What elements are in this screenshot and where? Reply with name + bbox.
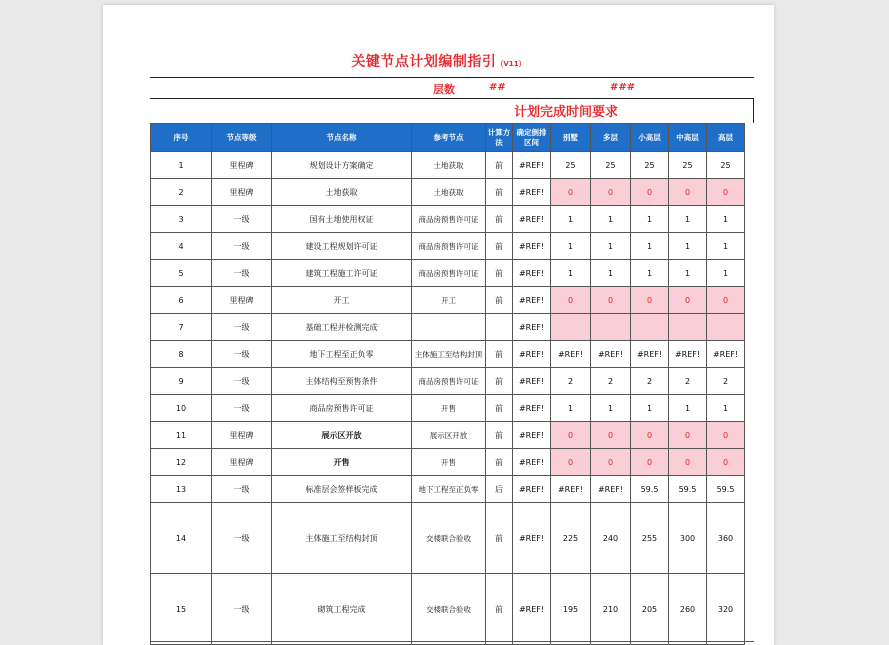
duration-cell[interactable]: 0 [551, 449, 591, 476]
calc-method-cell[interactable]: 前 [486, 179, 513, 206]
duration-cell[interactable]: 1 [591, 260, 631, 287]
calc-method-cell[interactable]: 后 [486, 476, 513, 503]
duration-cell[interactable]: 300 [669, 503, 707, 574]
row-number-cell[interactable]: 15 [151, 574, 212, 645]
duration-cell[interactable]: 1 [707, 206, 745, 233]
duration-cell[interactable]: 2 [551, 368, 591, 395]
duration-cell[interactable]: 0 [631, 179, 669, 206]
duration-cell[interactable]: 1 [551, 395, 591, 422]
node-name-cell[interactable]: 标准层会签样板完成 [272, 476, 412, 503]
node-level-cell[interactable]: 一级 [212, 368, 272, 395]
duration-cell[interactable]: 1 [591, 206, 631, 233]
calc-method-cell[interactable]: 前 [486, 233, 513, 260]
plan-header-band [150, 99, 754, 123]
duration-cell[interactable]: 59.5 [631, 476, 669, 503]
duration-cell[interactable]: 1 [551, 233, 591, 260]
spreadsheet-page [103, 5, 774, 645]
table-row [151, 206, 745, 233]
table-row [151, 233, 745, 260]
calc-method-cell[interactable]: 前 [486, 395, 513, 422]
node-level-cell[interactable]: 一级 [212, 314, 272, 341]
table-row [151, 152, 745, 179]
duration-cell[interactable]: 25 [631, 152, 669, 179]
duration-cell[interactable]: #REF! [631, 341, 669, 368]
duration-cell[interactable]: 2 [631, 368, 669, 395]
duration-cell[interactable]: 0 [707, 179, 745, 206]
range-cell[interactable]: #REF! [513, 152, 551, 179]
row-number-cell[interactable]: 11 [151, 422, 212, 449]
node-level-cell[interactable]: 里程碑 [212, 449, 272, 476]
row-number-cell[interactable]: 7 [151, 314, 212, 341]
duration-cell[interactable]: 59.5 [707, 476, 745, 503]
ref-node-cell[interactable]: 展示区开放 [412, 422, 486, 449]
ref-node-cell[interactable]: 开售 [412, 395, 486, 422]
duration-cell[interactable]: 0 [591, 179, 631, 206]
range-cell[interactable]: #REF! [513, 422, 551, 449]
range-cell[interactable]: #REF! [513, 449, 551, 476]
ref-node-cell[interactable]: 主体施工至结构封顶 [412, 341, 486, 368]
duration-cell[interactable]: #REF! [669, 341, 707, 368]
node-plan-table [150, 123, 745, 645]
range-cell[interactable]: #REF! [513, 314, 551, 341]
duration-cell[interactable]: 59.5 [669, 476, 707, 503]
duration-cell[interactable]: #REF! [707, 341, 745, 368]
node-name-cell[interactable]: 国有土地使用权证 [272, 206, 412, 233]
range-cell[interactable]: #REF! [513, 368, 551, 395]
table-row [151, 179, 745, 206]
col-mid-high-rise-header: 中高层 [669, 124, 707, 152]
node-level-cell[interactable]: 里程碑 [212, 422, 272, 449]
title-version: （V11） [496, 60, 526, 68]
duration-cell[interactable]: 0 [551, 179, 591, 206]
duration-cell[interactable]: 25 [591, 152, 631, 179]
duration-cell[interactable]: 1 [707, 260, 745, 287]
floor-value-2[interactable]: ### [610, 82, 636, 93]
range-cell[interactable]: #REF! [513, 341, 551, 368]
table-row [151, 449, 745, 476]
duration-cell[interactable]: 0 [707, 287, 745, 314]
node-level-cell[interactable]: 一级 [212, 260, 272, 287]
duration-cell[interactable]: 1 [669, 206, 707, 233]
row-number-cell[interactable]: 14 [151, 503, 212, 574]
ref-node-cell[interactable]: 开工 [412, 287, 486, 314]
table-row [151, 314, 745, 341]
duration-cell[interactable]: 1 [551, 206, 591, 233]
duration-cell[interactable]: 0 [591, 449, 631, 476]
col-small-high-rise-header: 小高层 [631, 124, 669, 152]
range-cell[interactable]: #REF! [513, 206, 551, 233]
node-level-cell[interactable]: 里程碑 [212, 179, 272, 206]
duration-cell[interactable]: 1 [631, 260, 669, 287]
duration-cell[interactable]: #REF! [551, 476, 591, 503]
duration-cell[interactable]: 25 [707, 152, 745, 179]
table-row [151, 422, 745, 449]
node-name-cell[interactable]: 建筑工程施工许可证 [272, 260, 412, 287]
duration-cell[interactable]: #REF! [591, 476, 631, 503]
range-cell[interactable]: #REF! [513, 260, 551, 287]
table-row [151, 503, 745, 574]
duration-cell[interactable]: 1 [707, 395, 745, 422]
node-name-cell[interactable]: 基础工程并检测完成 [272, 314, 412, 341]
node-level-cell[interactable]: 里程碑 [212, 152, 272, 179]
row-number-cell[interactable]: 9 [151, 368, 212, 395]
duration-cell[interactable]: 0 [631, 422, 669, 449]
range-cell[interactable]: #REF! [513, 233, 551, 260]
calc-method-cell[interactable]: 前 [486, 341, 513, 368]
ref-node-cell[interactable]: 土地获取 [412, 152, 486, 179]
duration-cell[interactable]: 360 [707, 503, 745, 574]
duration-cell[interactable]: 1 [669, 260, 707, 287]
calc-method-cell[interactable]: 前 [486, 503, 513, 574]
node-level-cell[interactable]: 一级 [212, 395, 272, 422]
calc-method-cell[interactable]: 前 [486, 574, 513, 645]
calc-method-cell[interactable]: 前 [486, 287, 513, 314]
calc-method-cell[interactable]: 前 [486, 152, 513, 179]
duration-cell[interactable]: 320 [707, 574, 745, 645]
node-name-cell[interactable]: 规划设计方案确定 [272, 152, 412, 179]
ref-node-cell[interactable]: 商品房预售许可证 [412, 368, 486, 395]
range-cell[interactable]: #REF! [513, 287, 551, 314]
node-level-cell[interactable]: 一级 [212, 341, 272, 368]
table-row [151, 368, 745, 395]
node-level-cell[interactable]: 一级 [212, 233, 272, 260]
node-name-cell[interactable]: 展示区开放 [272, 422, 412, 449]
duration-cell[interactable]: 0 [551, 422, 591, 449]
duration-cell[interactable]: 2 [707, 368, 745, 395]
node-level-cell[interactable]: 一级 [212, 206, 272, 233]
table-row [151, 574, 745, 645]
node-level-cell[interactable]: 一级 [212, 574, 272, 645]
duration-cell[interactable]: 0 [591, 422, 631, 449]
row-number-cell[interactable]: 10 [151, 395, 212, 422]
duration-cell[interactable]: 0 [631, 287, 669, 314]
duration-cell[interactable]: 1 [669, 395, 707, 422]
duration-cell[interactable]: 25 [669, 152, 707, 179]
sheet-title [103, 51, 774, 71]
node-name-cell[interactable]: 土地获取 [272, 179, 412, 206]
duration-cell[interactable]: 260 [669, 574, 707, 645]
duration-cell[interactable]: 240 [591, 503, 631, 574]
duration-cell[interactable]: 1 [551, 260, 591, 287]
duration-cell[interactable]: 0 [591, 287, 631, 314]
duration-cell[interactable] [707, 314, 745, 341]
node-name-cell[interactable]: 商品房预售许可证 [272, 395, 412, 422]
calc-method-cell[interactable]: 前 [486, 206, 513, 233]
node-name-cell[interactable]: 主体施工至结构封顶 [272, 503, 412, 574]
range-cell[interactable]: #REF! [513, 179, 551, 206]
table-header-row [151, 124, 745, 152]
duration-cell[interactable] [631, 314, 669, 341]
table-body [151, 152, 745, 645]
col-multi-storey-header: 多层 [591, 124, 631, 152]
node-name-cell[interactable]: 建设工程规划许可证 [272, 233, 412, 260]
duration-cell[interactable] [669, 314, 707, 341]
duration-cell[interactable]: 2 [669, 368, 707, 395]
duration-cell[interactable] [591, 314, 631, 341]
col-range-header: 确定倒排区间 [513, 124, 551, 152]
node-name-cell[interactable]: 地下工程至正负零 [272, 341, 412, 368]
row-number-cell[interactable]: 4 [151, 233, 212, 260]
duration-cell[interactable]: 195 [551, 574, 591, 645]
duration-cell[interactable]: 2 [591, 368, 631, 395]
row-number-cell[interactable]: 5 [151, 260, 212, 287]
row-number-cell[interactable]: 2 [151, 179, 212, 206]
duration-cell[interactable]: 1 [631, 233, 669, 260]
ref-node-cell[interactable]: 开售 [412, 449, 486, 476]
table-row [151, 287, 745, 314]
row-number-cell[interactable]: 1 [151, 152, 212, 179]
range-cell[interactable]: #REF! [513, 476, 551, 503]
ref-node-cell[interactable]: 商品房预售许可证 [412, 233, 486, 260]
table-row [151, 341, 745, 368]
node-level-cell[interactable]: 一级 [212, 503, 272, 574]
duration-cell[interactable]: 0 [669, 449, 707, 476]
row-number-cell[interactable]: 8 [151, 341, 212, 368]
title-main: 关键节点计划编制指引 [351, 54, 497, 70]
duration-cell[interactable]: 225 [551, 503, 591, 574]
calc-method-cell[interactable] [486, 314, 513, 341]
node-name-cell[interactable]: 主体结构至预售条件 [272, 368, 412, 395]
node-name-cell[interactable]: 开售 [272, 449, 412, 476]
duration-cell[interactable]: 25 [551, 152, 591, 179]
duration-cell[interactable]: 0 [551, 287, 591, 314]
node-level-cell[interactable]: 里程碑 [212, 287, 272, 314]
duration-cell[interactable]: 0 [631, 449, 669, 476]
duration-cell[interactable]: 0 [669, 422, 707, 449]
duration-cell[interactable]: #REF! [591, 341, 631, 368]
calc-method-cell[interactable]: 前 [486, 422, 513, 449]
table-row [151, 260, 745, 287]
calc-method-cell[interactable]: 前 [486, 449, 513, 476]
node-level-cell[interactable]: 一级 [212, 476, 272, 503]
ref-node-cell[interactable]: 地下工程至正负零 [412, 476, 486, 503]
duration-cell[interactable]: 0 [707, 449, 745, 476]
col-level-header: 节点等级 [212, 124, 272, 152]
duration-cell[interactable]: 0 [669, 179, 707, 206]
col-node-name-header: 节点名称 [272, 124, 412, 152]
title-underline [150, 77, 754, 78]
calc-method-cell[interactable]: 前 [486, 368, 513, 395]
duration-cell[interactable]: 0 [669, 287, 707, 314]
floor-value-1[interactable]: ## [489, 82, 506, 93]
node-name-cell[interactable]: 开工 [272, 287, 412, 314]
row-number-cell[interactable]: 12 [151, 449, 212, 476]
floor-label: 层数 [433, 83, 455, 96]
row-number-cell[interactable]: 13 [151, 476, 212, 503]
table-bottom-border [150, 641, 754, 642]
col-ref-node-header: 参考节点 [412, 124, 486, 152]
duration-cell[interactable]: 1 [591, 395, 631, 422]
calc-method-cell[interactable]: 前 [486, 260, 513, 287]
ref-node-cell[interactable] [412, 314, 486, 341]
duration-cell[interactable]: 1 [707, 233, 745, 260]
col-no-header: 序号 [151, 124, 212, 152]
range-cell[interactable]: #REF! [513, 503, 551, 574]
duration-cell[interactable]: 1 [669, 233, 707, 260]
duration-cell[interactable]: 1 [631, 206, 669, 233]
duration-cell[interactable]: 0 [707, 422, 745, 449]
ref-node-cell[interactable]: 商品房预售许可证 [412, 260, 486, 287]
duration-cell[interactable]: 1 [591, 233, 631, 260]
col-high-rise-header: 高层 [707, 124, 745, 152]
duration-cell[interactable] [551, 314, 591, 341]
ref-node-cell[interactable]: 土地获取 [412, 179, 486, 206]
plan-time-label: 计划完成时间要求 [514, 105, 619, 120]
duration-cell[interactable]: 205 [631, 574, 669, 645]
duration-cell[interactable]: 1 [631, 395, 669, 422]
col-villa-header: 别墅 [551, 124, 591, 152]
ref-node-cell[interactable]: 交楼联合验收 [412, 503, 486, 574]
table-row [151, 476, 745, 503]
range-cell[interactable]: #REF! [513, 574, 551, 645]
duration-cell[interactable]: #REF! [551, 341, 591, 368]
range-cell[interactable]: #REF! [513, 395, 551, 422]
col-calc-method-header: 计算方法 [486, 124, 513, 152]
row-number-cell[interactable]: 6 [151, 287, 212, 314]
node-name-cell[interactable]: 砌筑工程完成 [272, 574, 412, 645]
ref-node-cell[interactable]: 交楼联合验收 [412, 574, 486, 645]
table-row [151, 395, 745, 422]
ref-node-cell[interactable]: 商品房预售许可证 [412, 206, 486, 233]
duration-cell[interactable]: 210 [591, 574, 631, 645]
row-number-cell[interactable]: 3 [151, 206, 212, 233]
duration-cell[interactable]: 255 [631, 503, 669, 574]
